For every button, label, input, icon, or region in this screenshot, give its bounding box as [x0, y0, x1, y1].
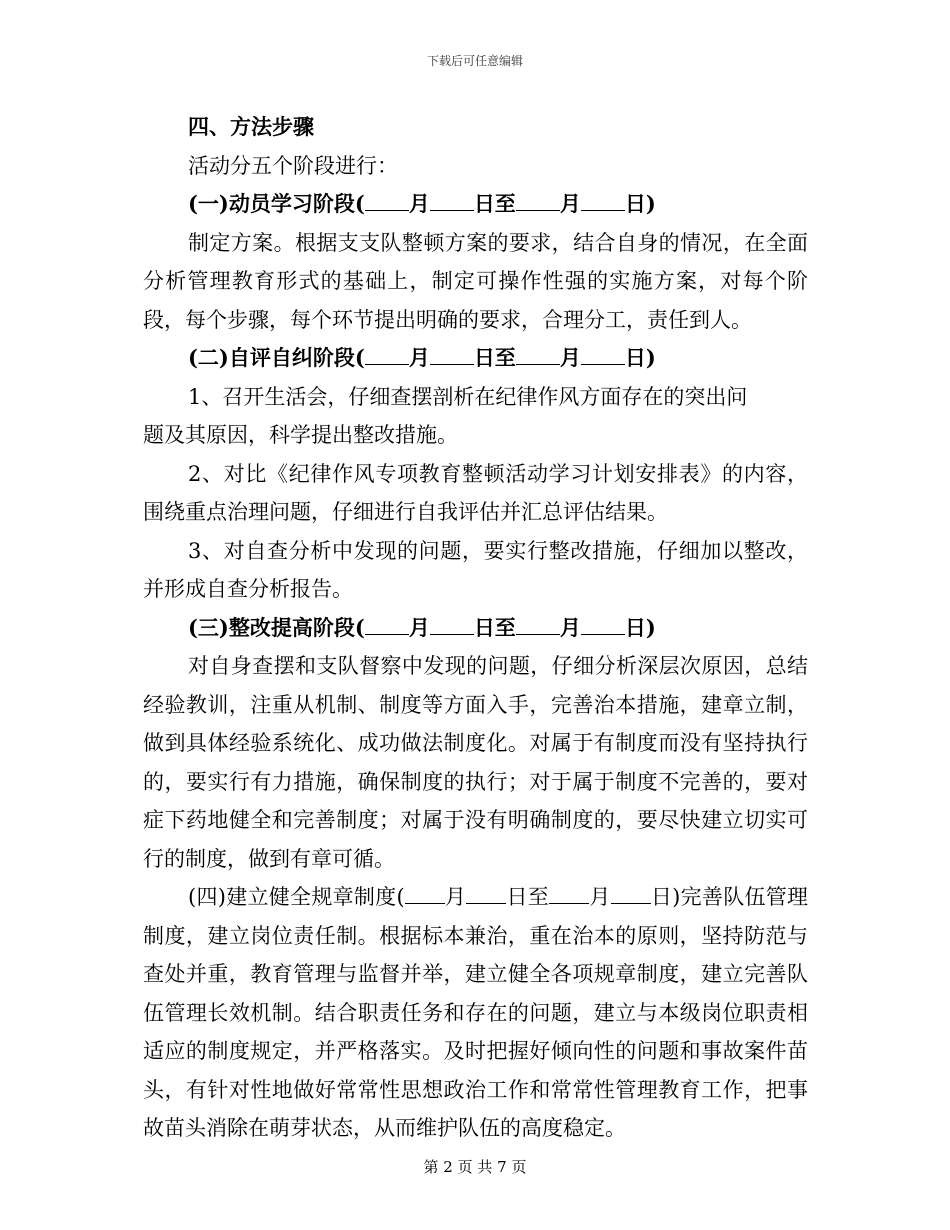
blank-field — [405, 881, 445, 904]
stage-2-paragraph-2: 2、对比《纪律作风专项教育整顿活动学习计划安排表》的内容，围绕重点治理问题，仔细进行自我评估并汇总评估结果。 — [143, 461, 808, 524]
blank-field — [365, 612, 409, 635]
section-title: 四、方法步骤 — [188, 115, 314, 139]
stage-2-heading: (二)自评自纠阶段( 月 日至 月 日) — [143, 339, 808, 378]
section-intro: 活动分五个阶段进行： — [188, 153, 398, 178]
stage-1-paragraph: 制定方案。根据支支队整顿方案的要求，结合自身的情况，在全面分析管理教育形式的基础上，制定可操作性强的实施方案，对每个阶段，每个步骤，每个环节提出明确的要求，合理分工，责任到人。 — [143, 230, 808, 332]
blank-field — [581, 342, 625, 365]
stage-3-paragraph: 对自身查摆和支队督察中发现的问题，仔细分析深层次原因，总结经验教训，注重从机制、制度等方面入手，完善治本措施，建章立制，做到具体经验系统化、成功做法制度化。对属于有制度而没有坚持执行的，要实行有力措施，确保制度的执行；对于属于制度不完善的，要对症下药地健全和完善制度；对属于没有明确制度的，要尽快建立切实可行的制度，做到有章可循。 — [143, 654, 808, 871]
blank-field — [516, 342, 560, 365]
blank-field — [430, 188, 474, 211]
blank-field — [516, 188, 560, 211]
blank-field — [549, 881, 589, 904]
document-body — [143, 108, 808, 1148]
blank-field — [581, 188, 625, 211]
blank-field — [516, 612, 560, 635]
blank-field — [430, 342, 474, 365]
blank-field — [466, 881, 506, 904]
stage-4-body: 完善队伍管理制度，建立岗位责任制。根据标本兼治，重在治本的原则，坚持防范与查处并重，教育管理与监督并举，建立健全各项规章制度，建立完善队伍管理长效机制。结合职责任务和存在的问题，建立与本级岗位职责相适应的制度规定，并严格落实。及时把握好倾向性的问题和事故案件苗头，有针对性地做好常常性思想政治工作和常常性管理教育工作，把事故苗头消除在萌芽状态，从而维护队伍的高度稳定。 — [143, 885, 809, 1140]
blank-field — [581, 612, 625, 635]
page-footer: 第 2 页 共 7 页 — [423, 1158, 527, 1176]
blank-field — [365, 188, 409, 211]
blank-field — [611, 881, 651, 904]
stage-4-heading: (四)建立健全规章制度( — [188, 885, 405, 909]
page-header: 下载后可任意编辑 — [426, 54, 523, 68]
blank-field — [430, 612, 474, 635]
stage-2-paragraph-3: 3、对自查分析中发现的问题，要实行整改措施，仔细加以整改，并形成自查分析报告。 — [143, 538, 808, 601]
stage-2-paragraph-1a: 1、召开生活会，仔细查摆剖析在纪律作风方面存在的突出问 — [188, 384, 748, 409]
stage-2-paragraph-1b: 题及其原因，科学提出整改措施。 — [143, 423, 458, 447]
blank-field — [365, 342, 409, 365]
stage-3-heading: (三)整改提高阶段( 月 日至 月 日) — [143, 609, 808, 648]
stage-4-paragraph: (四)建立健全规章制度( 月 日至 月 日)完善队伍管理制度，建立岗位责任制。根据标本兼治，重在治本的原则，坚持防范与查处并重，教育管理与监督并举，建立健全各项规章制度，建立完善队伍管理长效机制。结合职责任务和存在的问题，建立与本级岗位职责相适应的制度规定，并严格落实。及时把握好倾向性的问题和事故案件苗头，有针对性地做好常常性思想政治工作和常常性管理教育工作，把事故苗头消除在萌芽状态，从而维护队伍的高度稳定。 — [143, 878, 808, 1148]
stage-1-heading: (一)动员学习阶段( 月 日至 月 日) — [143, 185, 808, 224]
